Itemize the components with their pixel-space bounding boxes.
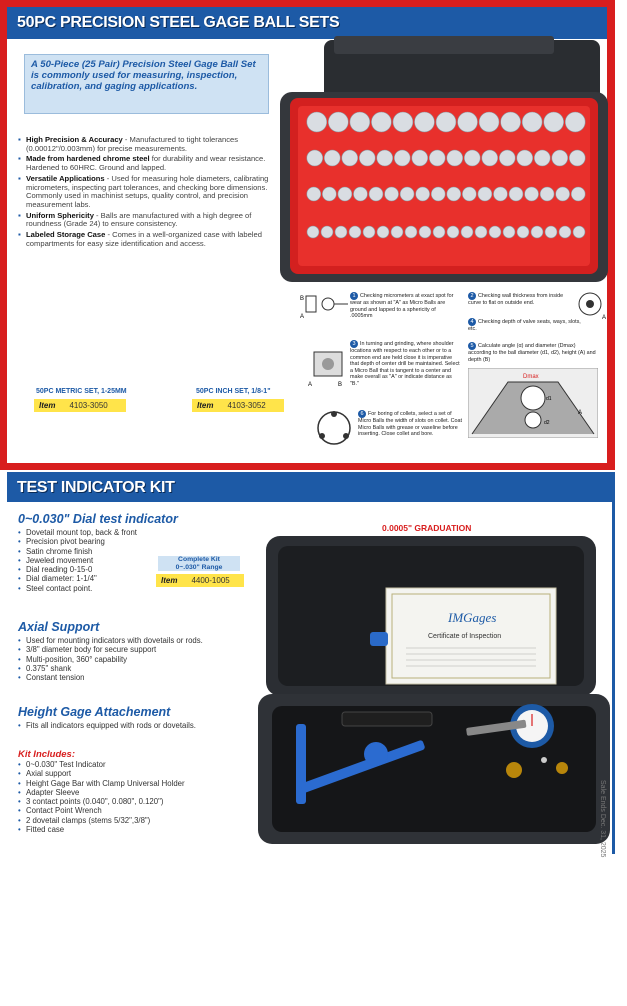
metric-set-label: 50PC METRIC SET, 1-25MM — [36, 388, 127, 395]
list-item: • Used for mounting indicators with dovetails or rods. — [18, 636, 258, 645]
note-4: 4 Checking depth of valve seats, ways, slots, etc. — [468, 319, 581, 332]
list-item: • Constant tension — [18, 673, 258, 682]
list-item: • 2 dovetail clamps (stems 5/32",3/8") — [18, 816, 258, 825]
svg-text:Dmax: Dmax — [523, 374, 539, 380]
list-item: • Precision pivot bearing — [18, 537, 168, 546]
list-item: • 0~0.030" Test Indicator — [18, 760, 258, 769]
sale-ends-note: Sale Ends Dec. 31, 2025 — [599, 780, 606, 858]
list-item: • Jeweled movement — [18, 556, 168, 565]
list-item: • 0.375" shank — [18, 664, 258, 673]
list-item: • Adapter Sleeve — [18, 788, 258, 797]
angle-calculation-diagram — [468, 368, 598, 438]
intro-box: A 50-Piece (25 Pair) Precision Steel Gage Ball Set is commonly used for measuring, inspection, calibration, and gaging applications. — [24, 54, 269, 114]
technical-notes — [300, 290, 610, 456]
svg-text:B: B — [338, 382, 343, 388]
list-item: • Contact Point Wrench — [18, 806, 258, 815]
axial-feature-list — [18, 636, 258, 682]
wall-thickness-diagram — [574, 290, 608, 320]
svg-text:B: B — [300, 296, 305, 302]
feature-item: ▪ Uniform Sphericity - Balls are manufactured with a high degree of roundness (Grade 24) to ensure consistency. — [18, 212, 274, 229]
list-item: • Dial diameter: 1-1/4" — [18, 574, 168, 583]
list-item: • Fitted case — [18, 825, 258, 834]
feature-item: ▪ Made from hardened chrome steel for durability and wear resistance. Hardened to 60HRC. Ground and lapped. — [18, 155, 274, 172]
feature-item: ▪ High Precision & Accuracy - Manufactured to tight tolerances (0.00012"/0.003mm) for precise measurements. — [18, 136, 274, 153]
note-2: 2 Checking wall thickness from inside curve to flat on outside end. — [468, 293, 564, 306]
list-item: • Dial reading 0-15-0 — [18, 565, 168, 574]
section-title: 50PC PRECISION STEEL GAGE BALL SETS — [17, 14, 340, 31]
inch-item-bar: Item 4103-3052 — [192, 399, 284, 412]
section2-title: TEST INDICATOR KIT — [17, 479, 175, 496]
note-5: 5 Calculate angle (α) and diameter (Dmax) according to the ball diameter (d1, d2), height (A) and depth (B) — [468, 343, 596, 363]
kit-includes-list — [18, 760, 258, 834]
list-item: • Fits all indicators equipped with rods or dovetails. — [18, 721, 258, 730]
list-item: • Height Gage Bar with Clamp Universal Holder — [18, 779, 258, 788]
certificate-title: Certificate of Inspection — [428, 633, 502, 640]
certificate-brand: IMGages — [448, 610, 497, 625]
svg-text:A: A — [578, 410, 583, 416]
metric-item-bar: Item 4103-3050 — [34, 399, 126, 412]
feature-list — [18, 136, 274, 250]
kit-item-bar: Item 4400-1005 — [156, 574, 244, 587]
section2-header — [7, 472, 615, 502]
height-gage-list — [18, 721, 258, 730]
list-item: • 3 contact points (0.040", 0.080", 0.120") — [18, 797, 258, 806]
gage-ball-case-image — [276, 36, 612, 286]
svg-text:A: A — [308, 382, 313, 388]
note-1: 1 Checking micrometers at exact spot for wear as shown at "A" as Micro Balls are ground and lapped to a sphericity of .0005mm — [350, 293, 454, 320]
list-item: • Dovetail mount top, back & front — [18, 528, 168, 537]
dial-feature-list — [18, 528, 168, 593]
height-gage-title: Height Gage Attachement — [18, 705, 171, 719]
list-item: • Steel contact point. — [18, 584, 168, 593]
dial-indicator-title: 0~0.030" Dial test indicator — [18, 512, 178, 526]
kit-includes-title: Kit Includes: — [18, 749, 76, 760]
section-header — [7, 7, 607, 39]
feature-item: ▪ Labeled Storage Case - Comes in a well-organized case with labeled compartments for easy size identification and access. — [18, 231, 274, 248]
svg-text:d2: d2 — [544, 420, 550, 426]
list-item: • Multi-position, 360° capability — [18, 655, 258, 664]
list-item: • Satin chrome finish — [18, 547, 168, 556]
micrometer-diagram — [300, 290, 350, 322]
inch-set-label: 50PC INCH SET, 1/8-1" — [196, 388, 271, 395]
note-6: 6 For boring of collets, select a set of Micro Balls the width of slots on collet. Coat Micro Balls with grease or vaseline before inserting. Close collet and bore. — [358, 411, 462, 438]
axial-support-title: Axial Support — [18, 620, 100, 634]
list-item: • 3/8" diameter body for secure support — [18, 645, 258, 654]
note-3: 3 In turning and grinding, where shoulder locations with respect to each other or to a common end are held close it is imperative that depth of center drill be maintained. Select a Micro Ball that is tangent to a center and make overall as "A" or indicate distance as "B." — [350, 341, 460, 387]
collet-diagram — [314, 408, 354, 448]
svg-text:A: A — [602, 315, 607, 320]
svg-text:A: A — [300, 314, 305, 320]
test-indicator-case-image — [256, 534, 614, 846]
graduation-label: 0.0005" GRADUATION — [382, 523, 472, 533]
feature-item: ▪ Versatile Applications - Used for measuring hole diameters, calibrating micrometers, inspecting part tolerances, and checking bore dimensions. Commonly used in machinist setups, quality control, and precision measurement labs. — [18, 175, 274, 210]
complete-kit-label: Complete Kit 0~.030" Range — [158, 556, 240, 571]
turning-diagram — [308, 342, 348, 390]
list-item: • Axial support — [18, 769, 258, 778]
svg-text:d1: d1 — [546, 396, 552, 402]
